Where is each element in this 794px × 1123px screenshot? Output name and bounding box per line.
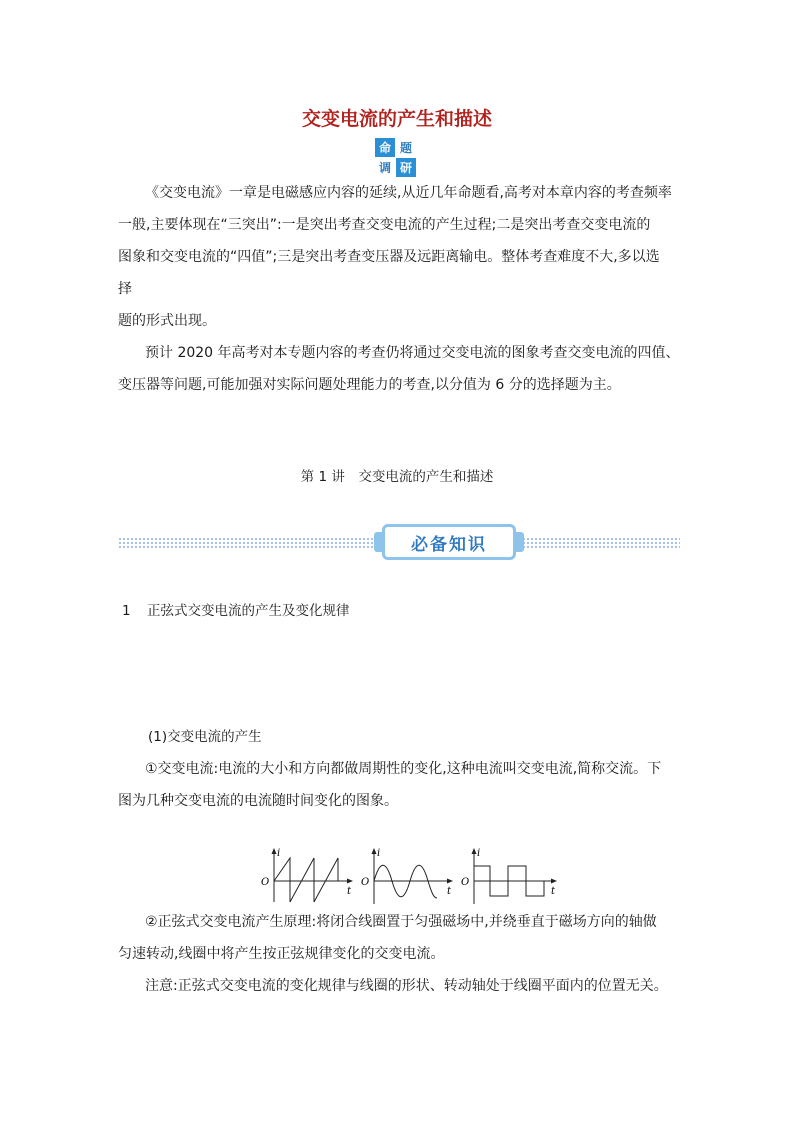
sine-wave — [374, 865, 437, 898]
banner-dots-right — [522, 537, 680, 549]
badge-char: 研 — [396, 158, 416, 177]
sawtooth-wave — [274, 858, 338, 902]
banner-tab-right — [516, 532, 524, 552]
x-axis-arrow — [551, 879, 557, 884]
y-axis-arrow — [372, 848, 377, 854]
badge-char: 调 — [375, 158, 395, 177]
section-title: 正弦式交变电流的产生及变化规律 — [147, 603, 350, 619]
sine-graph — [372, 848, 454, 904]
intro-line: 预计 2020 年高考对本专题内容的考查仍将通过交变电流的图象考查交变电流的四值、 — [145, 345, 680, 361]
x-axis-label: t — [347, 886, 352, 897]
intro-line: 图象和交变电流的“四值”;三是突出考查变压器及远距离输电。整体考查难度不大,多以选 — [118, 249, 660, 265]
banner-ribbon — [382, 524, 516, 560]
note-text: 注意:正弦式交变电流的变化规律与线圈的形状、转动轴处于线圈平面内的位置无关。 — [145, 978, 668, 994]
banner-label: 必备知识 — [411, 534, 487, 555]
intro-line: 《交变电流》一章是电磁感应内容的延续,从近几年命题看,高考对本章内容的考查频率 — [145, 185, 672, 201]
topic-research-badge — [375, 138, 417, 178]
x-axis-label: t — [447, 886, 452, 897]
lecture-title: 第 1 讲 交变电流的产生和描述 — [300, 469, 494, 485]
origin-label: O — [361, 877, 370, 888]
badge-char: 命 — [375, 138, 395, 157]
square-graph — [472, 848, 558, 904]
banner-dots-left — [118, 537, 374, 549]
sawtooth-graph — [272, 848, 354, 902]
paragraph-line: ②正弦式交变电流产生原理:将闭合线圈置于匀强磁场中,并绕垂直于磁场方向的轴做 — [145, 914, 657, 930]
page-title: 交变电流的产生和描述 — [301, 108, 492, 130]
y-axis-arrow — [472, 848, 477, 854]
y-axis-label: i — [377, 848, 381, 859]
intro-line: 一般,主要体现在“三突出”:一是突出考查交变电流的产生过程;二是突出考查交变电流的 — [118, 217, 651, 233]
y-axis-label: i — [277, 848, 281, 859]
current-waveform-figure — [258, 846, 564, 908]
intro-line: 择 — [118, 281, 132, 297]
intro-line: 题的形式出现。 — [118, 313, 216, 329]
badge-char: 题 — [396, 138, 416, 157]
intro-line: 变压器等问题,可能加强对实际问题处理能力的考查,以分值为 6 分的选择题为主。 — [118, 377, 621, 393]
banner-tab-left — [374, 532, 382, 552]
origin-label: O — [261, 877, 270, 888]
y-axis-arrow — [272, 848, 277, 854]
section-number: 1 — [122, 603, 131, 619]
paragraph-line: ①交变电流:电流的大小和方向都做周期性的变化,这种电流叫交变电流,简称交流。下 — [145, 761, 662, 777]
subsection-title: (1)交变电流的产生 — [148, 729, 262, 745]
y-axis-label: i — [477, 848, 481, 859]
x-axis-arrow — [447, 879, 453, 884]
paragraph-line: 匀速转动,线圈中将产生按正弦规律变化的交变电流。 — [118, 946, 445, 962]
x-axis-label: t — [551, 886, 556, 897]
origin-label: O — [461, 877, 470, 888]
x-axis-arrow — [347, 879, 353, 884]
paragraph-line: 图为几种交变电流的电流随时间变化的图象。 — [118, 793, 398, 809]
section-banner — [118, 524, 680, 564]
